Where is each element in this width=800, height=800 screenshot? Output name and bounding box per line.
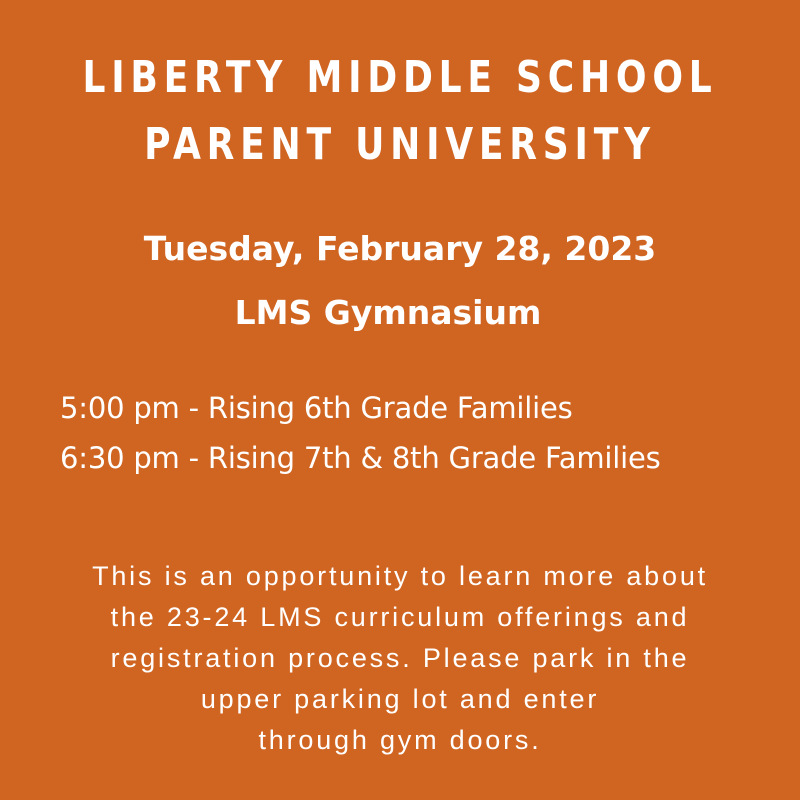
description-line: upper parking lot and enter xyxy=(200,684,600,714)
description-line: This is an opportunity to learn more about xyxy=(92,561,708,591)
page-title-line-1: LIBERTY MIDDLE SCHOOL xyxy=(82,52,718,103)
event-date: Tuesday, February 28, 2023 xyxy=(143,229,657,268)
description-line: registration process. Please park in the xyxy=(110,643,690,673)
description-line: the 23-24 LMS curriculum offerings and xyxy=(110,602,690,632)
description-line: through gym doors. xyxy=(258,725,542,755)
schedule-item-7th-8th-grade: 6:30 pm - Rising 7th & 8th Grade Families xyxy=(60,441,661,475)
event-description xyxy=(0,563,800,768)
event-location: LMS Gymnasium xyxy=(234,293,542,332)
page-title-line-2: PARENT UNIVERSITY xyxy=(144,119,656,170)
schedule-item-6th-grade: 5:00 pm - Rising 6th Grade Families xyxy=(60,391,573,425)
